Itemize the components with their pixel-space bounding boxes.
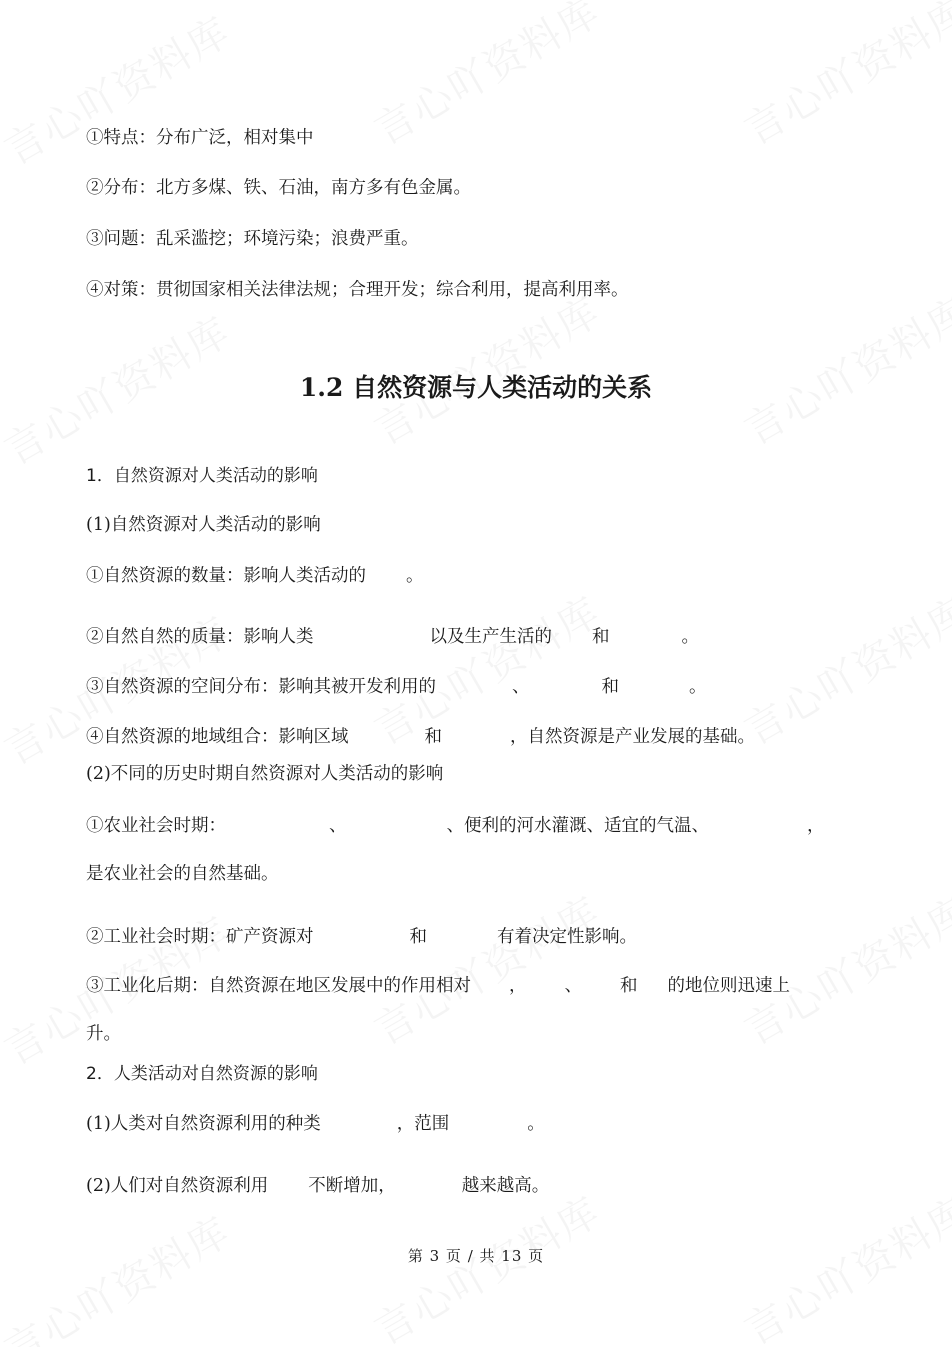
- text-segment: 以及生产生活的: [429, 627, 552, 647]
- text-segment: ，自然资源是产业发展的基础。: [510, 727, 755, 747]
- continuation-line: 升。: [86, 1024, 121, 1044]
- text-segment: 和: [620, 976, 638, 996]
- text-segment: 有着决定性影响。: [497, 927, 637, 947]
- list-item: ④对策：贯彻国家相关法律法规；合理开发；综合利用，提高利用率。: [86, 280, 629, 300]
- list-item: ①特点：分布广泛，相对集中: [86, 128, 314, 148]
- text-segment: 。: [527, 1114, 545, 1134]
- fill-blank-line: [86, 725, 755, 749]
- fill-blank-line: [86, 1174, 549, 1198]
- watermark: [363, 0, 610, 156]
- text-segment: 。: [689, 677, 707, 697]
- page-number-footer: 第 3 页 / 共 13 页: [407, 1247, 545, 1265]
- text-segment: 不断增加，: [308, 1176, 396, 1196]
- watermark: [733, 281, 952, 456]
- text-segment: 、: [564, 976, 582, 996]
- text-segment: 越来越高。: [461, 1176, 550, 1196]
- text-segment: ①自然资源的数量：影响人类活动的: [86, 566, 366, 586]
- text-segment: 和: [409, 927, 427, 947]
- text-segment: ②工业社会时期：矿产资源对: [86, 927, 314, 947]
- list-item: ②分布：北方多煤、铁、石油，南方多有色金属。: [86, 178, 471, 198]
- text-segment: 和: [601, 677, 619, 697]
- subheading: (2)不同的历史时期自然资源对人类活动的影响: [86, 764, 444, 784]
- list-item: ③问题：乱采滥挖；环境污染；浪费严重。: [86, 229, 419, 249]
- text-segment: 和: [424, 727, 442, 747]
- fill-blank-line: [86, 1112, 545, 1136]
- section-title: 1.2 自然资源与人类活动的关系: [299, 373, 653, 402]
- text-segment: ，范围: [396, 1114, 450, 1134]
- text-segment: 和: [592, 627, 610, 647]
- text-segment: ，: [509, 976, 527, 996]
- watermark: [733, 0, 952, 156]
- text-segment: ③工业化后期：自然资源在地区发展中的作用相对: [86, 976, 471, 996]
- fill-blank-line: [86, 625, 699, 649]
- text-segment: 。: [406, 566, 424, 586]
- text-segment: 。: [681, 627, 699, 647]
- watermark: [0, 1201, 239, 1347]
- watermark: [733, 581, 952, 756]
- subheading: (1)自然资源对人类活动的影响: [86, 515, 321, 535]
- watermark: [363, 881, 610, 1056]
- fill-blank-line: [86, 564, 424, 588]
- continuation-line: 是农业社会的自然基础。: [86, 864, 279, 884]
- text-segment: ③自然资源的空间分布：影响其被开发利用的: [86, 677, 436, 697]
- text-segment: 、便利的河水灌溉、适宜的气温、: [446, 816, 709, 836]
- watermark: [733, 881, 952, 1056]
- text-segment: ④自然资源的地域组合：影响区域: [86, 727, 349, 747]
- watermark: [363, 281, 610, 456]
- fill-blank-line: [86, 925, 637, 949]
- text-segment: 、: [512, 677, 530, 697]
- fill-blank-line: [86, 675, 707, 699]
- part2-heading: 2．人类活动对自然资源的影响: [86, 1064, 318, 1084]
- text-segment: (2)人们对自然资源利用: [86, 1176, 269, 1196]
- text-segment: 、: [329, 816, 347, 836]
- fill-blank-line: [86, 814, 825, 838]
- text-segment: (1)人类对自然资源利用的种类: [86, 1114, 321, 1134]
- text-segment: ①农业社会时期：: [86, 816, 226, 836]
- text-segment: ②自然自然的质量：影响人类: [86, 627, 314, 647]
- part1-heading: 1．自然资源对人类活动的影响: [86, 466, 318, 486]
- text-segment: 的地位则迅速上: [667, 976, 790, 996]
- text-segment: ，: [807, 816, 825, 836]
- fill-blank-line: [86, 974, 790, 998]
